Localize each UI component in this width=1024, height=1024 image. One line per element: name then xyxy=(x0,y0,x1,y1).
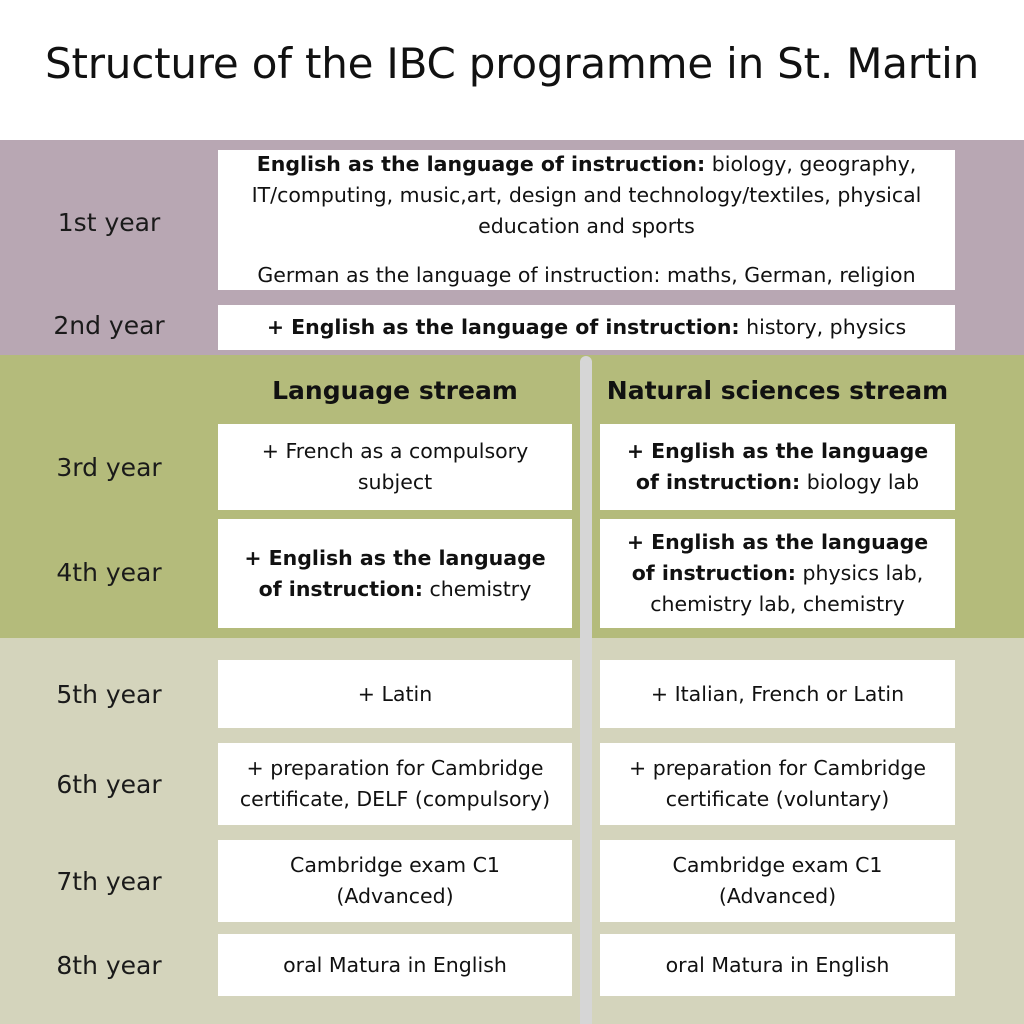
year2-bold: + English as the language of instruction: xyxy=(266,315,740,339)
header-language-stream: Language stream xyxy=(272,376,518,405)
year5-left-text: + Latin xyxy=(357,681,433,706)
year4-left-bold: + English as the language of instruction: xyxy=(244,545,546,601)
year-label-4: 4th year xyxy=(56,558,162,587)
year5-right-text: + Italian, French or Latin xyxy=(650,681,905,706)
year3-right-text xyxy=(616,436,939,498)
year4-left-rest: chemistry xyxy=(422,576,532,601)
row-year5-left-content xyxy=(218,660,572,728)
row-year7-left-content xyxy=(218,840,572,922)
year6-right-text: + preparation for Cambridge certificate (voluntary) xyxy=(629,756,926,811)
year8-left-text: oral Matura in English xyxy=(283,952,507,977)
row-year3-right-content xyxy=(600,424,955,510)
year-label-5: 5th year xyxy=(56,680,162,709)
row-year6-right-content xyxy=(600,743,955,825)
page-title: Structure of the IBC programme in St. Martin xyxy=(44,39,980,88)
row-year4-left-content xyxy=(218,519,572,628)
row-year3-left-content xyxy=(218,424,572,510)
year7-left-text: Cambridge exam C1 (Advanced) xyxy=(290,853,500,908)
year1-line1-bold: English as the language of instruction: xyxy=(256,152,706,176)
year-label-8: 8th year xyxy=(56,951,162,980)
year4-right-text xyxy=(616,527,939,620)
year3-right-rest: biology lab xyxy=(800,470,920,494)
row-year5-right-content xyxy=(600,660,955,728)
row-year7-right-content xyxy=(600,840,955,922)
year-label-7: 7th year xyxy=(56,867,162,896)
year3-right-bold: + English as the language of instruction: xyxy=(626,439,929,494)
year1-line1-rest: biology, geography, IT/computing, music,art, design and technology/textiles, physical education and sports xyxy=(251,152,922,238)
year3-left-text: + French as a compulsory subject xyxy=(261,439,529,494)
year4-right-rest: physics lab, chemistry lab, chemistry xyxy=(650,561,924,616)
year-label-3: 3rd year xyxy=(56,453,162,482)
year2-rest: history, physics xyxy=(739,315,907,339)
year1-line2: German as the language of instruction: maths, German, religion xyxy=(257,263,916,287)
year-label-2: 2nd year xyxy=(53,311,165,340)
stream-divider xyxy=(580,356,592,1024)
row-year4-right-content xyxy=(600,519,955,628)
year-label-1: 1st year xyxy=(57,208,161,237)
year7-right-text: Cambridge exam C1 (Advanced) xyxy=(672,853,883,908)
year1-line1 xyxy=(234,149,939,242)
year6-left-text: + preparation for Cambridge certificate, DELF (compulsory) xyxy=(239,756,551,811)
row-year6-left-content xyxy=(218,743,572,825)
year-label-6: 6th year xyxy=(56,770,162,799)
row-year8-left-content xyxy=(218,934,572,996)
year4-right-bold: + English as the language of instruction: xyxy=(626,530,929,585)
row-year2-content xyxy=(218,305,955,350)
row-year8-right-content xyxy=(600,934,955,996)
header-natural-sciences-stream: Natural sciences stream xyxy=(606,376,949,405)
year4-left-text xyxy=(234,543,556,605)
row-year1-content xyxy=(218,150,955,290)
year8-right-text: oral Matura in English xyxy=(665,952,890,977)
year2-text xyxy=(267,312,906,343)
